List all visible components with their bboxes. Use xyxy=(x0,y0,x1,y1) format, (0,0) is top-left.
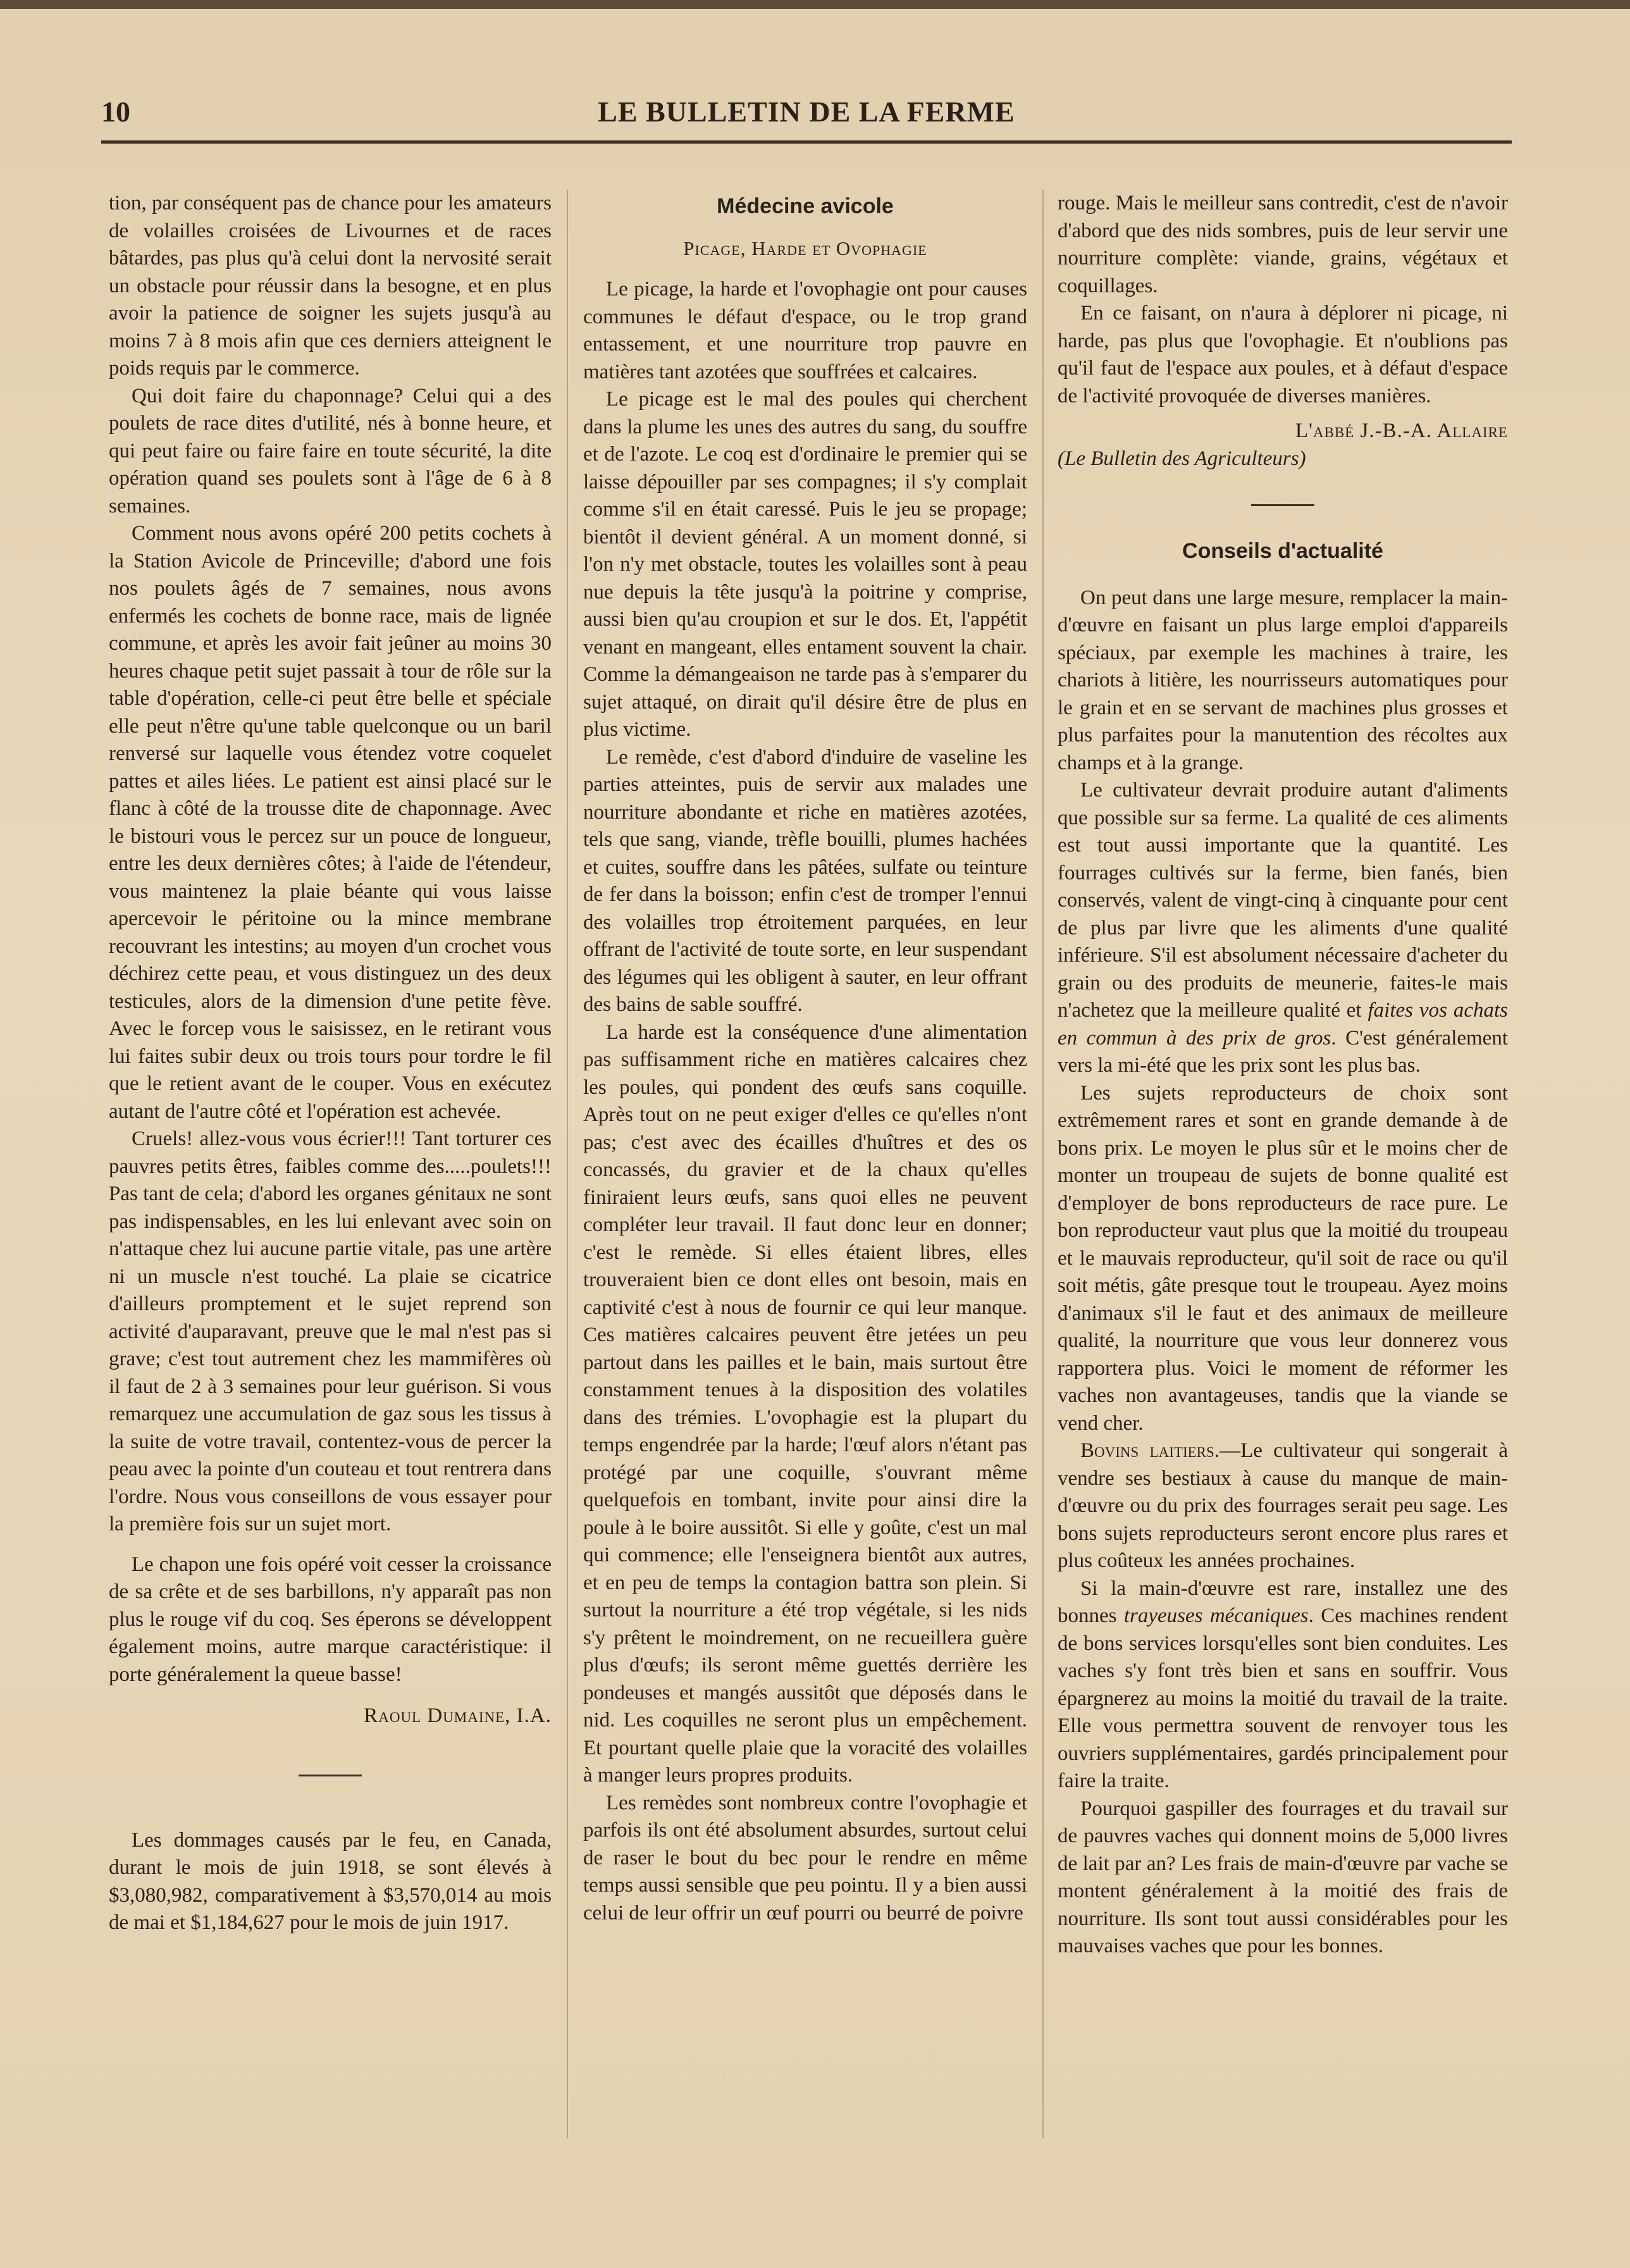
italic-phrase: trayeuses mécaniques xyxy=(1123,1604,1309,1627)
article-paragraph xyxy=(1058,777,1508,1080)
column-3 xyxy=(1058,190,1508,1961)
article-paragraph: Comment nous avons opéré 200 petits cochets à la Station Avicole de Princeville; d'abord une fois nos poulets âgés de 7 semaines, nous avons enfermés les cochets de bonne race, mais de lignée commune, et après les avoir fait jeûner au moins 30 heures chaque petit sujet passait à tour de rôle sur la table d'opération, celle-ci peut être belle et spéciale elle peut n'être qu'une table quelconque ou un baril renversé sur laquelle vous étendez votre coquelet pattes et ailes liées. Le patient est ainsi placé sur le flanc à côté de la trousse dite de chaponnage. Avec le bistouri vous le percez sur un pouce de longueur, entre les deux dernières côtes; à l'aide de l'étendeur, vous maintenez la plaie béante qui vous laisse apercevoir le péritoine ou la mince membrane recouvrant les intestins; au moyen d'un crochet vous déchirez cette peau, et vous distinguez un des deux testicules, alors de la dimension d'une petite fève. Avec le forcep vous le saisissez, en le retirant vous lui faites subir deux ou trois tours pour tordre le fil que le retient avant de le couper. Vous en exécutez autant de l'autre côté et l'opération est achevée. xyxy=(109,522,552,1123)
article-paragraph xyxy=(1058,1575,1508,1795)
column-divider-1 xyxy=(567,190,568,2138)
article-paragraph: rouge. Mais le meilleur sans contredit, c'est de n'avoir d'abord que des nids sombres, puis de leur servir une nourriture complète: viande, grains, végétaux et coquillages. xyxy=(1058,192,1508,297)
paragraph-text: . Ces machines rendent de bons services lorsqu'elles sont bien conduites. Les vaches s'y font très bien et sans en souffrir. Vous épargnerez au moins la moitié du travail de la traite. Elle vous permettra souvent de renvoyer tous les ouvriers supplémentaires, gardés principalement pour faire la traite. xyxy=(1058,1604,1508,1792)
source-credit: (Le Bulletin des Agriculteurs) xyxy=(1058,447,1306,470)
article-heading: Médecine avicole xyxy=(717,194,894,218)
article-paragraph: Les sujets reproducteurs de choix sont extrêmement rares et sont en grande demande à de bons prix. Le moyen le plus sûr et le moins cher de monter un troupeau de sujets de bonne qualité est d'employer de bons reproducteurs de race pure. Le bon reproducteur vaut plus que la moitié du troupeau et le mauvais reproducteur, qu'il soit de race ou qu'il soit métis, gâte presque tout le troupeau. Ayez moins d'animaux s'il le faut et des animaux de meilleure qualité, la nourriture que vous leur donnerez vous rapportera plus. Voici le moment de réformer les vaches non avantageuses, tandis que la viande se vend cher. xyxy=(1058,1081,1508,1435)
paragraph-text: —Le cultivateur qui songerait à vendre ses bestiaux à cause du manque de main-d'œuvre ou du prix des fourrages serait peu sage. Les bons sujets reproducteurs seront encore plus rares et plus coûteux les années prochaines. xyxy=(1058,1439,1508,1572)
italic-phrase: faites vos achats en commun à des prix de gros xyxy=(1058,999,1508,1050)
article-subheading: Picage, Harde et Ovophagie xyxy=(683,237,927,259)
column-divider-2 xyxy=(1042,190,1044,2138)
paragraph-text: . C'est généralement vers la mi-été que les prix sont les plus bas. xyxy=(1058,1026,1508,1077)
author-signature: Raoul Dumaine, I.A. xyxy=(364,1704,552,1727)
column-1 xyxy=(109,190,552,1937)
article-paragraph: Le remède, c'est d'abord d'induire de vaseline les parties atteintes, puis de servir aux malades une nourriture abondante et riche en matières azotées, tels que sang, viande, trèfle bouilli, plumes hachées et cuites, souffre dans les pâtées, sulfate ou teinture de fer dans la boisson; enfin c'est de tromper l'ennui des volailles trop étroitement parquées, en leur offrant de l'activité de toute sorte, en leur suspendant des légumes qui les obligent à sauter, en leur offrant des bains de sable souffré. xyxy=(583,745,1027,1016)
news-item: Les dommages causés par le feu, en Canada, durant le mois de juin 1918, se sont élevés à $3,080,982, comparativement à $3,570,014 au mois de mai et $1,184,627 pour le mois de juin 1917. xyxy=(109,1828,552,1934)
paragraph-text: Si la main-d'œuvre est rare, installez une des bonnes xyxy=(1058,1577,1508,1627)
article-paragraph: Le picage est le mal des poules qui cherchent dans la plume les unes des autres du sang, du souffre et de l'azote. Le coq est d'ordinaire le premier qui se laisse dépouiller par ses compagnes; il s'y complait comme s'il en était caressé. Puis le jeu se propage; bientôt il devient général. A un moment donné, si l'on n'y met obstacle, toutes les volailles sont à peau nue depuis la tête jusqu'à la poitrine y comprise, aussi bien qu'au croupion et sur le dos. Et, l'appétit venant en mangeant, elles entament souvent la chair. Comme la démangeaison ne tarde pas à s'emparer du sujet attaqué, on dirait qu'il désire être de plus en plus victime. xyxy=(583,388,1027,741)
article-heading: Conseils d'actualité xyxy=(1182,539,1383,563)
article-paragraph: En ce faisant, on n'aura à déplorer ni picage, ni harde, pas plus que l'ovophagie. Et n'oublions pas qu'il faut de l'espace aux poules, et à défaut d'espace de l'activité provoquée de diverses manières. xyxy=(1058,302,1508,407)
column-2 xyxy=(583,190,1027,1927)
article-paragraph: tion, par conséquent pas de chance pour les amateurs de volailles croisées de Livournes et de races bâtardes, pas plus qu'à celui dont la nervosité serait un obstacle pour réussir dans la besogne, et en plus avoir la patience de soigner les sujets jusqu'à au moins 7 à 8 mois afin que ces derniers atteignent le poids requis par le commerce. xyxy=(109,192,552,380)
author-signature: L'abbé J.-B.-A. Allaire xyxy=(1295,419,1508,442)
article-paragraph: Le chapon une fois opéré voit cesser la croissance de sa crête et de ses barbillons, n'y apparaît pas non plus le rouge vif du coq. Ses éperons se développent également moins, autre marque caractéristique: il porte généralement la queue basse! xyxy=(109,1552,552,1686)
section-separator xyxy=(299,1775,362,1776)
page-header xyxy=(101,95,1512,139)
article-paragraph: Qui doit faire du chaponnage? Celui qui a des poulets de race dites d'utilité, nés à bonne heure, et qui peut faire ou faire faire en toute sécurité, la dite opération quand ses poulets sont à l'âge de 6 à 8 semaines. xyxy=(109,384,552,517)
header-rule xyxy=(101,140,1512,144)
page-number: 10 xyxy=(101,96,130,128)
running-title: LE BULLETIN DE LA FERME xyxy=(598,96,1015,128)
article-paragraph: Les remèdes sont nombreux contre l'ovophagie et parfois ils ont été absolument absurdes, surtout celui de raser le bout du bec pour le rendre en même temps aussi sensible que peu pointu. Il y a bien aussi celui de leur offrir un œuf pourri ou beurré de poivre xyxy=(583,1791,1027,1924)
article-paragraph: Le picage, la harde et l'ovophagie ont pour causes communes le défaut d'espace, ou le trop grand entassement, et une nourriture trop pauvre en matières tant azotées que souffrées et calcaires. xyxy=(583,278,1027,383)
page-top-edge xyxy=(0,0,1630,9)
section-separator xyxy=(1251,504,1314,506)
article-paragraph: La harde est la conséquence d'une alimentation pas suffisamment riche en matières calcaires chez les poules, qui pondent des œufs sans coquille. Après tout on ne peut exiger d'elles ce qu'elles n'ont pas; c'est avec des écailles d'huîtres et des os concassés, du gravier et de la chaux qu'elles finiraient leurs œufs, sans quoi elles ne peuvent compléter leur travail. Il faut donc leur en donner; c'est le remède. Si elles étaient libres, elles trouveraient bien ce dont elles ont besoin, mais en captivité c'est à nous de fournir ce qui leur manque. Ces matières calcaires peuvent être jetées un peu partout dans les pailles et le bain, mais surtout être constamment tenues à la disposition des volatiles dans des trémies. L'ovophagie est la plupart du temps engendrée par la harde; l'œuf alors n'étant pas protégé par une coquille, s'ouvrant même quelquefois en tombant, invite pour ainsi dire la poule à le boire aussitôt. Si elle y goûte, c'est un mal qui commence; elle l'enseignera bientôt aux autres, et en peu de temps la contagion battra son plein. Si surtout la nourriture a été trop végétale, si les nids s'y prêtent le moindrement, on ne recueillera guère plus d'œufs; ils seront même guettés derrière les pondeuses et mangés aussitôt que déposés dans le nid. Les coquilles ne seront plus un empêchement. Et pourtant quelle plaie que la voracité des volailles à manger leurs propres produits. xyxy=(583,1020,1027,1787)
article-paragraph: Cruels! allez-vous vous écrier!!! Tant torturer ces pauvres petits êtres, faibles comme des.....poulets!!! Pas tant de cela; d'abord les organes génitaux ne sont pas indispensables, en les lui enlevant avec soin on n'attaque chez lui aucune partie vitale, pas une artère ni un muscle n'est touché. La plaie se cicatrice d'ailleurs promptement et le sujet reprend son activité d'auparavant, preuve que le mal n'est pas si grave; c'est tout autrement chez les mammifères où il faut de 2 à 3 semaines pour leur guérison. Si vous remarquez une accumulation de gaz sous les tissus à la suite de votre travail, contentez-vous de percer la peau avec la pointe d'un couteau et tout rentrera dans l'ordre. Nous vous conseillons de vous essayer pour la première fois sur un sujet mort. xyxy=(109,1127,552,1535)
article-paragraph: On peut dans une large mesure, remplacer la main-d'œuvre en faisant un plus large emploi d'appareils spéciaux, par exemple les machines à traire, les chariots à litière, les nourrisseurs automatiques pour le grain et en se servant de machines plus grosses et plus parfaites pour la manutention des récoltes aux champs et à la grange. xyxy=(1058,586,1508,774)
run-in-heading: Bovins laitiers. xyxy=(1080,1439,1220,1462)
paragraph-text: Le cultivateur devrait produire autant d'aliments que possible sur sa ferme. La qualité de ces aliments est tout aussi importante que la quantité. Les fourrages cultivés sur la ferme, bien fanés, bien conservés, valent de vingt-cinq à cinquante pour cent de plus par livre que les aliments d'une qualité inférieure. S'il est absolument nécessaire d'acheter du grain ou des produits de meunerie, faites-le mais n'achetez que la meilleure qualité et xyxy=(1058,779,1508,1022)
article-paragraph xyxy=(1058,1437,1508,1575)
article-paragraph: Pourquoi gaspiller des fourrages et du travail sur de pauvres vaches qui donnent moins de 5,000 livres de lait par an? Les frais de main-d'œuvre par vache se montent généralement à la moitié des frais de nourriture. Ils sont tout aussi considérables pour les mauvaises vaches que pour les bonnes. xyxy=(1058,1797,1508,1957)
